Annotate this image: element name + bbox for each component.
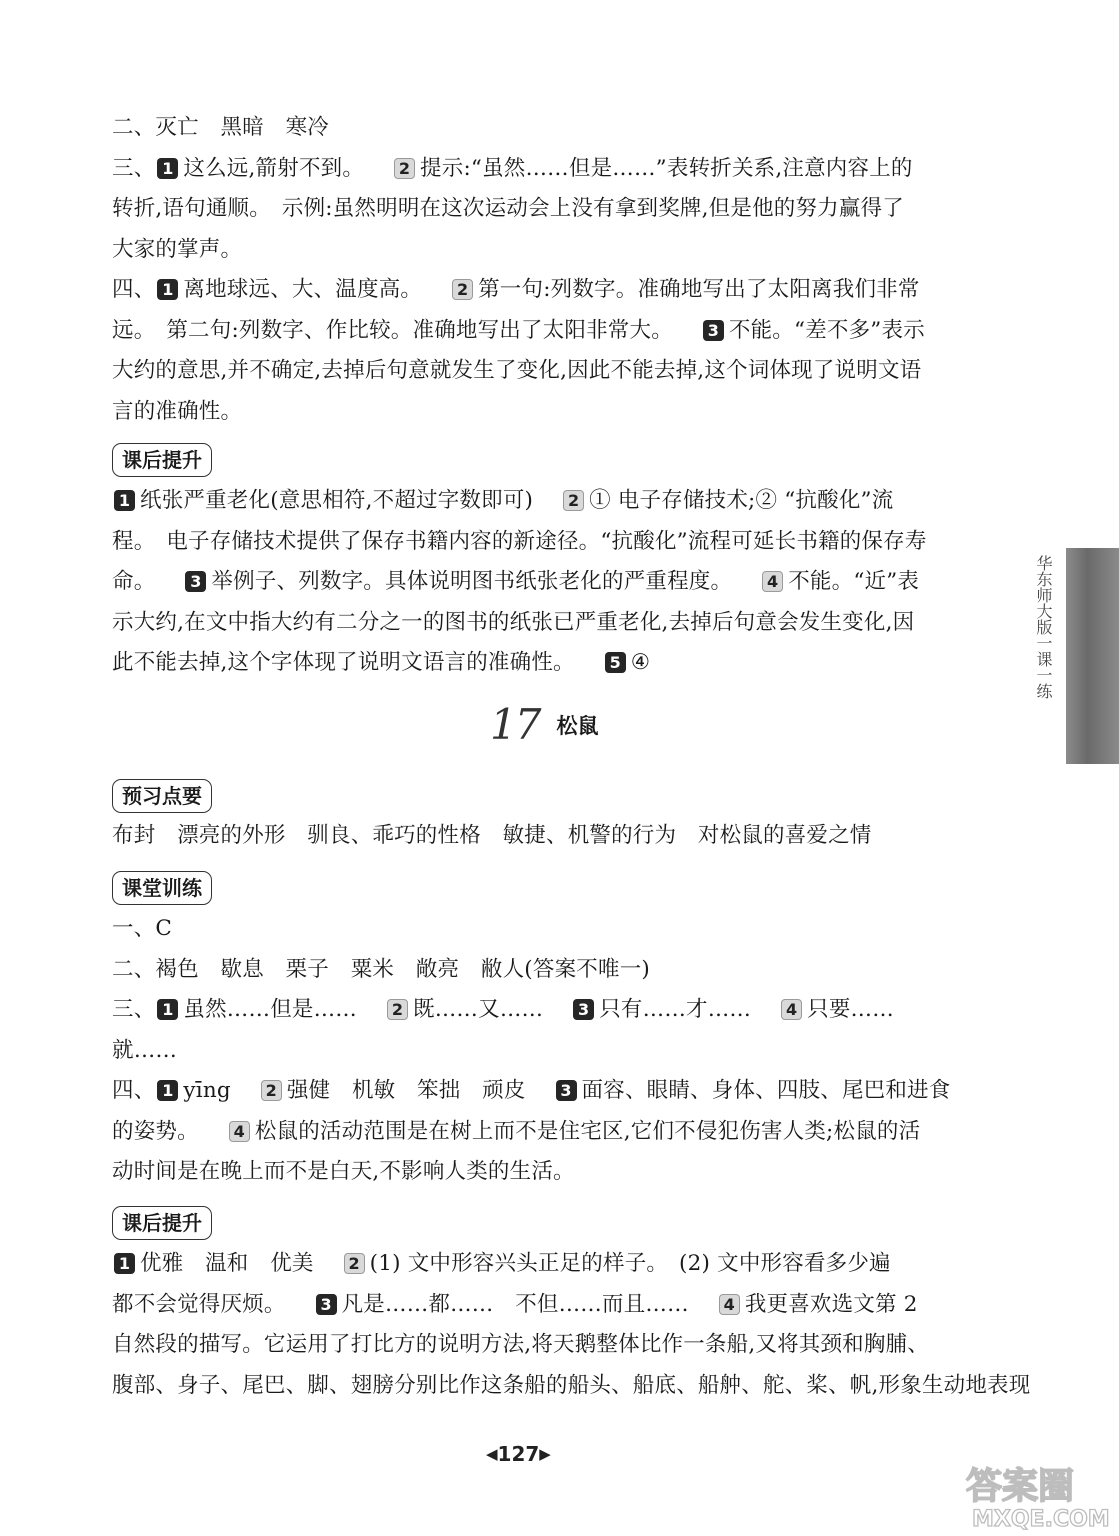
right-arrow-icon: ▶ xyxy=(539,1445,551,1463)
answer-line xyxy=(112,990,977,1031)
answer-text: 强健 机敏 笨拙 顽皮 xyxy=(286,1078,526,1103)
number-badge: 4 xyxy=(229,1121,250,1142)
number-badge: 2 xyxy=(563,490,584,511)
answer-line: 动时间是在晚上而不是白天,不影响人类的生活。 xyxy=(112,1159,575,1184)
answer-line xyxy=(112,1285,977,1326)
watermark-logo xyxy=(960,1460,1110,1532)
answer-text: 我更喜欢选文第 2 xyxy=(744,1291,918,1317)
answer-line: 一、C xyxy=(112,916,173,941)
answer-line xyxy=(112,1071,977,1112)
number-badge: 2 xyxy=(344,1253,365,1274)
section-top xyxy=(112,108,977,432)
answer-line: 布封 漂亮的外形 驯良、乖巧的性格 敏捷、机警的行为 对松鼠的喜爱之情 xyxy=(112,823,872,848)
watermark-url: MXQE.COM xyxy=(972,1507,1110,1532)
answer-line: 大家的掌声。 xyxy=(112,236,243,262)
number-badge: 4 xyxy=(719,1294,740,1315)
side-tab xyxy=(1066,548,1119,764)
number-badge: 3 xyxy=(556,1080,577,1101)
answer-text: 提示:“虽然……但是……”表转折关系,注意内容上的 xyxy=(420,155,913,181)
answer-text: 优雅 温和 优美 xyxy=(140,1251,314,1276)
number-badge: 1 xyxy=(114,1253,135,1274)
answer-text: 纸张严重老化(意思相符,不超过字数即可) xyxy=(140,488,534,513)
section-tag: 课堂训练 xyxy=(112,871,212,905)
answer-text: 这么远,箭射不到。 xyxy=(183,155,365,181)
answer-line: 二、褐色 歇息 栗子 粟米 敞亮 敝人(答案不唯一) xyxy=(112,956,650,982)
item-prefix: 四、 xyxy=(112,1078,156,1103)
answer-text: 虽然……但是…… xyxy=(183,997,358,1022)
answer-text: 不能。“近”表 xyxy=(788,569,920,594)
number-badge: 1 xyxy=(157,279,178,300)
answer-text: 既……又…… xyxy=(413,997,544,1022)
answer-line xyxy=(112,562,977,603)
number-badge: 4 xyxy=(762,571,783,592)
number-badge: 3 xyxy=(573,999,594,1020)
answer-line xyxy=(112,1244,977,1285)
after-class-answers-1 xyxy=(112,481,977,684)
answer-text: 凡是……都…… 不但……而且…… xyxy=(341,1291,689,1317)
number-badge: 1 xyxy=(114,490,135,511)
section-after-class-1 xyxy=(112,443,977,477)
number-badge: 3 xyxy=(185,571,206,592)
answer-line xyxy=(112,311,977,352)
answer-line: 大约的意思,并不确定,去掉后句意就发生了变化,因此不能去掉,这个词体现了说明文语 xyxy=(112,358,922,383)
page-number xyxy=(486,1442,551,1466)
side-label: 华东师大版一课一练 xyxy=(1034,555,1053,699)
answer-text: 面容、眼睛、身体、四肢、尾巴和进食 xyxy=(581,1078,951,1103)
answer-text: 此不能去掉,这个字体现了说明文语言的准确性。 xyxy=(112,650,575,675)
answer-text: 只要…… xyxy=(807,997,894,1022)
answer-line: 就…… xyxy=(112,1037,178,1063)
number-badge: 4 xyxy=(781,999,802,1020)
answer-text: 离地球远、大、温度高。 xyxy=(183,277,423,302)
number-badge: 3 xyxy=(703,320,724,341)
watermark-title: 答案圈 xyxy=(966,1466,1075,1507)
number-badge: 3 xyxy=(316,1294,337,1315)
number-badge: 2 xyxy=(261,1080,282,1101)
section-class-practice xyxy=(112,871,977,905)
answer-text: 不能。“差不多”表示 xyxy=(728,317,925,343)
answer-text: ④ xyxy=(630,650,651,675)
answer-text: ① 电子存储技术;② “抗酸化”流 xyxy=(589,488,894,513)
answer-line: 自然段的描写。它运用了打比方的说明方法,将天鹅整体比作一条船,又将其颈和胸脯、 xyxy=(112,1332,929,1357)
number-badge: 2 xyxy=(387,999,408,1020)
item-prefix: 三、 xyxy=(112,155,156,181)
section-tag: 预习点要 xyxy=(112,779,212,813)
answer-line: 二、灭亡 黑暗 寒冷 xyxy=(112,115,330,140)
class-practice-answers xyxy=(112,909,977,1193)
after-class-answers-2 xyxy=(112,1244,1031,1406)
answer-line xyxy=(112,149,977,190)
answer-text: 松鼠的活动范围是在树上而不是住宅区,它们不侵犯伤害人类;松鼠的活 xyxy=(254,1118,921,1144)
chapter-heading xyxy=(490,700,599,749)
preview-answers xyxy=(112,816,977,857)
chapter-title: 松鼠 xyxy=(556,714,599,738)
number-badge: 2 xyxy=(394,158,415,179)
item-prefix: 三、 xyxy=(112,997,156,1022)
answer-line xyxy=(112,270,977,311)
page-number-value: 127 xyxy=(497,1442,540,1466)
section-tag: 课后提升 xyxy=(112,443,212,477)
answer-text: 举例子、列数字。具体说明图书纸张老化的严重程度。 xyxy=(211,569,733,594)
answer-line xyxy=(112,481,977,522)
number-badge: 2 xyxy=(452,279,473,300)
answer-text: 的姿势。 xyxy=(112,1118,199,1144)
section-tag: 课后提升 xyxy=(112,1206,212,1240)
chapter-number: 17 xyxy=(490,700,540,749)
answer-line: 程。 电子存储技术提供了保存书籍内容的新途径。“抗酸化”流程可延长书籍的保存寿 xyxy=(112,528,927,554)
item-prefix: 四、 xyxy=(112,277,156,302)
answer-line: 腹部、身子、尾巴、脚、翅膀分别比作这条船的船头、船底、船舯、舵、桨、帆,形象生动地表现 xyxy=(112,1372,1031,1398)
answer-text: (1) 文中形容兴头正足的样子。 (2) 文中形容看多少遍 xyxy=(369,1251,891,1276)
left-arrow-icon: ◀ xyxy=(486,1445,498,1463)
answer-text: 只有……才…… xyxy=(599,997,752,1022)
answer-line xyxy=(112,643,977,684)
answer-line: 转折,语句通顺。 示例:虽然明明在这次运动会上没有拿到奖牌,但是他的努力赢得了 xyxy=(112,196,904,221)
section-after-class-2 xyxy=(112,1206,977,1240)
answer-line: 示大约,在文中指大约有二分之一的图书的纸张已严重老化,去掉后句意会发生变化,因 xyxy=(112,609,915,635)
number-badge: 1 xyxy=(157,1080,178,1101)
number-badge: 1 xyxy=(157,158,178,179)
answer-text: 远。 第二句:列数字、作比较。准确地写出了太阳非常大。 xyxy=(112,317,673,343)
answer-text: 第一句:列数字。准确地写出了太阳离我们非常 xyxy=(478,277,920,302)
answer-text: 都不会觉得厌烦。 xyxy=(112,1291,286,1317)
section-preview xyxy=(112,779,977,813)
answer-line xyxy=(112,1112,977,1153)
answer-line: 言的准确性。 xyxy=(112,398,243,424)
answer-text: yīng xyxy=(183,1078,231,1103)
number-badge: 1 xyxy=(157,999,178,1020)
answer-text: 命。 xyxy=(112,569,156,594)
number-badge: 5 xyxy=(605,652,626,673)
